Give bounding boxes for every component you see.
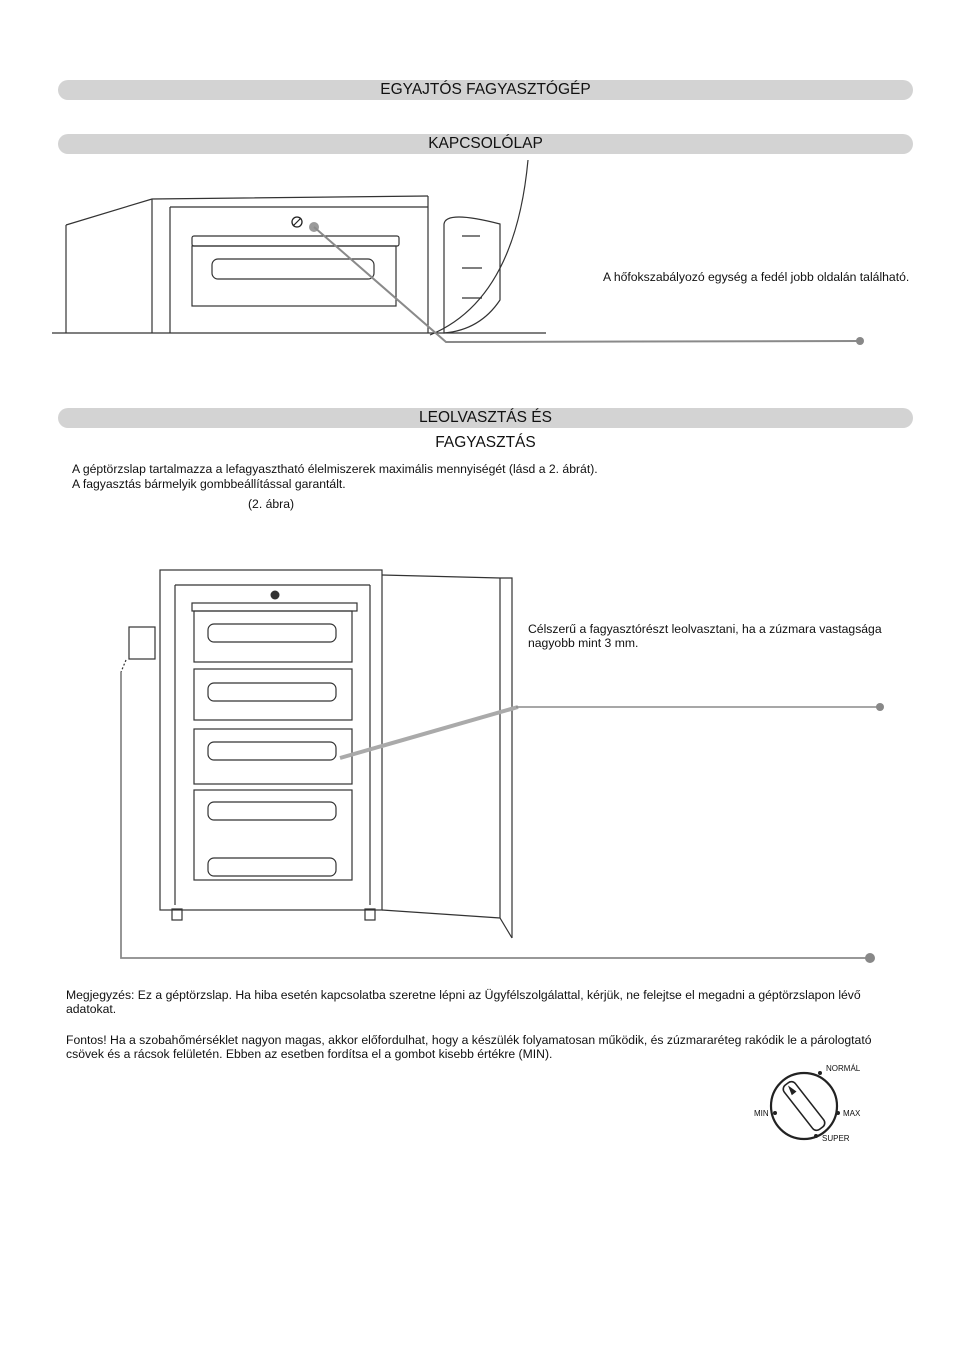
dial-label-normal: NORMÁL — [826, 1064, 861, 1073]
defrost-title-line1: LEOLVASZTÁS ÉS — [419, 409, 552, 426]
defrost-callout: Célszerű a fagyasztórészt leolvasztani, ha a zúzmara vastagsága nagyobb mint 3 mm. — [528, 622, 882, 650]
defrost-intro-line2: A fagyasztás bármelyik gombbeállítással garantált. — [72, 477, 346, 491]
important-text: Fontos! Ha a szobahőmérséklet nagyon magas, akkor előfordulhat, hogy a készülék folyamatosan működik, és zúzmararéteg rakódik le a párologtató csövek és a rácsok felületén. Ebben az esetben fordítsa el a gombot kisebb értékre (MIN). — [66, 1033, 872, 1061]
figure-caption: (2. ábra) — [248, 497, 295, 511]
main-title: EGYAJTÓS FAGYASZTÓGÉP — [380, 81, 591, 98]
control-panel-callout: A hőfokszabályozó egység a fedél jobb oldalán található. — [603, 270, 910, 284]
defrost-intro-line1: A géptörzslap tartalmazza a lefagyasztható élelmiszerek maximális mennyiségét (lásd a 2. ábrát). — [72, 462, 598, 476]
dial-label-super: SUPER — [822, 1134, 850, 1143]
dial-label-max: MAX — [843, 1109, 861, 1118]
note-text: Megjegyzés: Ez a géptörzslap. Ha hiba esetén kapcsolatba szeretne lépni az Ügyfélszolgálattal, kérjük, ne felejtse el megadni a géptörzslapon lévő adatokat. — [66, 988, 861, 1016]
defrost-title-line2: FAGYASZTÁS — [435, 434, 536, 451]
dial-label-min: MIN — [754, 1109, 769, 1118]
control-panel-title: KAPCSOLÓLAP — [428, 135, 543, 152]
